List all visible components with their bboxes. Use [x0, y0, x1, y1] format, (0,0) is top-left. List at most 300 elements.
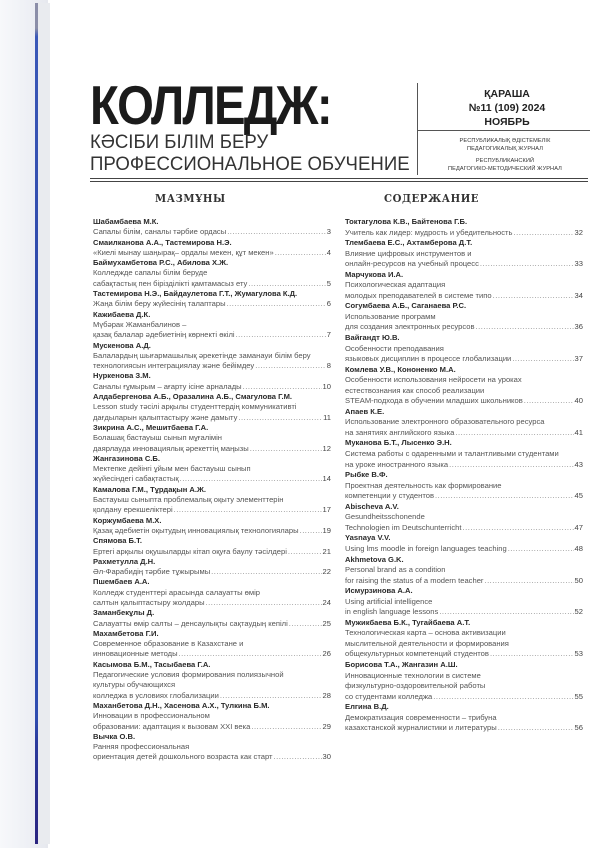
toc-entry-title-text: жүйесіндегі сабақтастық [93, 474, 179, 484]
toc-entry-title-text: Using lms moodle in foreign languages teaching [345, 543, 507, 553]
toc-page-number: 21 [322, 546, 331, 556]
toc-page-number: 6 [326, 299, 331, 309]
toc-entry-title-text: Мектепке дейінгі ұйым мен бастауыш сынып [93, 464, 251, 474]
toc-entry-author: Баймухамбетова Р.С., Абилова Х.Ж. [93, 258, 229, 268]
toc-leader-dots [449, 460, 573, 471]
toc-entry-author: Токтагулова К.В., Байтенова Г.Б. [345, 217, 468, 226]
toc-leader-dots [508, 544, 574, 555]
toc-leader-dots [435, 491, 574, 502]
toc-entry-title-text: Саналы ғұмырым – ағарту ісіне арналады [93, 381, 242, 391]
toc-leader-dots [484, 576, 573, 587]
toc-entry-author: Abischeva A.V. [345, 501, 399, 511]
toc-entry-title-text: Современное образование в Казахстане и [93, 639, 244, 649]
toc-leader-dots [490, 649, 574, 660]
toc-entry-title-line [93, 588, 331, 598]
journal-type-ru-line2: ПЕДАГОГИКО-МЕТОДИЧЕСКИЙ ЖУРНАЛ [448, 165, 562, 172]
toc-entry-author: Akhmetova G.K. [345, 554, 404, 564]
toc-page-number: 45 [574, 491, 583, 501]
toc-leader-dots [300, 526, 322, 536]
toc-entry-author: Махамбетова Г.И. [93, 628, 159, 638]
toc-page-number: 12 [322, 443, 331, 453]
toc-entry-title-text: Особенности преподавания [345, 343, 444, 353]
toc-entry-title-line [93, 433, 331, 443]
toc-page-number: 37 [574, 354, 583, 364]
toc-entry-author: Елгина В.Д. [345, 702, 389, 712]
toc-entry-author: Жангазинова С.Б. [93, 453, 160, 463]
toc-entry [93, 536, 331, 557]
toc-entry-title-text: Қазақ әдебиетін оқытудың инновациялық технологиялары [93, 525, 299, 535]
toc-entry-title-text: STEAM-подхода в обучении младших школьников [345, 396, 523, 406]
toc-entry-title-line [345, 428, 583, 439]
toc-entry-title-line [345, 322, 583, 333]
toc-entry-title-line [345, 228, 583, 239]
toc-page-number: 5 [326, 278, 331, 288]
toc-entry-title-text: Психологическая адаптация [345, 280, 446, 290]
toc-entry-title-text: for raising the status of a modern teacher [345, 575, 484, 585]
toc-leader-dots [512, 354, 573, 365]
toc-entry-author: Рыбке В.Ф. [345, 470, 388, 480]
toc-entry-author: Комлева У.В., Кононенко М.А. [345, 364, 456, 374]
toc-page-number: 11 [323, 412, 331, 422]
toc-entry-author: Исмурзинова А.А. [345, 586, 413, 596]
toc-entry-author: Вайгандт Ю.В. [345, 333, 400, 343]
issue-month-ru: НОЯБРЬ [484, 116, 530, 128]
toc-entry-author: Пшембаев А.А. [93, 577, 150, 587]
toc-entry-title-text: Влияние цифровых инструментов и [345, 248, 472, 258]
toc-page-number: 26 [322, 649, 331, 659]
toc-entry [345, 555, 583, 587]
toc-page-number: 43 [574, 459, 583, 469]
toc-entry-title-text: образовании: адаптация к вызовам XXI века [93, 721, 251, 731]
toc-entry-author: Тастемирова Н.Э., Байдаулетова Г.Т., Жумагулова К.Д. [93, 289, 298, 299]
toc-entry-title-line [93, 505, 331, 515]
toc-entry-title-line [345, 565, 583, 576]
toc-entry-title-line [345, 249, 583, 260]
toc-entry-title-text: Lesson study тәсілі арқылы студенттердің коммуникативті [93, 402, 297, 412]
toc-entry-author: Зикрина А.С., Мешитбаева Г.А. [93, 422, 209, 432]
toc-entry-title-text: Проектная деятельность как формирование [345, 480, 502, 490]
toc-entry [345, 270, 583, 302]
toc-leader-dots [273, 752, 321, 762]
toc-entry-title-text: даярлауда инновациялық әрекеттің маңызы [93, 443, 249, 453]
toc-entry-author: Коржумбаева М.Х. [93, 515, 162, 525]
toc-entry-title-text: Сапалы білім, саналы тәрбие ордасы [93, 227, 227, 237]
toc-entry-author: Касымова Б.М., Тасыбаева Г.А. [93, 659, 211, 669]
toc-entry-author: Апаев К.Е. [345, 406, 385, 416]
toc-entry-author: Борисова Т.А., Жангазин А.Ш. [345, 659, 458, 669]
toc-entry-author: Шабамбаева М.К. [93, 217, 159, 226]
toc-entry-title-line [93, 474, 331, 484]
toc-column-ru [345, 217, 583, 734]
toc-entry-title-text: Инновационные технологии в системе [345, 670, 481, 680]
toc-entry-title-line [93, 382, 331, 392]
toc-entry [345, 438, 583, 470]
toc-entry-title-line [345, 639, 583, 650]
toc-page-number: 19 [322, 525, 331, 535]
toc-entry-title-line [93, 619, 331, 629]
toc-entry-title-line [345, 375, 583, 386]
toc-entry-title-text: Система работы с одаренными и талантливыми студентами [345, 449, 559, 459]
toc-leader-dots [433, 692, 573, 703]
toc-page-number: 25 [322, 618, 331, 628]
toc-page-number: 14 [322, 474, 331, 484]
toc-page-number: 50 [574, 575, 583, 585]
toc-entry-title-text: онлайн-ресурсов на учебный процесс [345, 259, 479, 269]
toc-entry-title-text: казахстанской журналистики и литературы [345, 723, 497, 733]
toc-page-number: 10 [322, 381, 331, 391]
toc-entry-title-text: инновационные методы [93, 649, 178, 659]
toc-entry-title-line [345, 692, 583, 703]
toc-entry-title-line [93, 413, 331, 423]
toc-leader-dots [250, 444, 322, 454]
toc-heading-kz: МАЗМҰНЫ [155, 192, 226, 205]
toc-leader-dots [179, 649, 322, 659]
toc-entry-title-text: Колледжде сапалы білім беруде [93, 268, 208, 278]
toc-entry [93, 454, 331, 485]
toc-entry-author: Маханбетова Д.Н., Хасенова А.Х., Тулкина Б.М. [93, 700, 270, 710]
toc-leader-dots [514, 228, 574, 239]
toc-entry-title-line [345, 386, 583, 397]
toc-leader-dots [493, 291, 574, 302]
toc-entry-title-text: Gesundheitsschonende [345, 512, 425, 522]
toc-entry-title-text: Бастауыш сыныпта проблемалық оқыту элементтерін [93, 495, 284, 505]
toc-entry-title-line [93, 351, 331, 361]
toc-page-number: 55 [574, 691, 583, 701]
toc-entry-title-line [345, 417, 583, 428]
toc-entry [345, 333, 583, 365]
toc-leader-dots [243, 382, 322, 392]
toc-leader-dots [206, 598, 322, 608]
toc-entry-title-line [345, 544, 583, 555]
toc-page-number: 34 [574, 290, 583, 300]
toc-entry-title-text: языковых дисциплин в процессе глобализации [345, 354, 512, 364]
toc-entry-title-text: колледжа в условиях глобализации [93, 690, 219, 700]
toc-entry-title-line [93, 691, 331, 701]
toc-entry-title-text: Personal brand as a condition [345, 565, 446, 575]
toc-page-number: 32 [574, 227, 583, 237]
issue-month-kz: ҚАРАША [484, 88, 530, 100]
toc-leader-dots [463, 523, 574, 534]
issue-info [422, 84, 592, 129]
toc-entry-title-line [345, 628, 583, 639]
toc-entry-title-text: со студентами колледжа [345, 691, 433, 701]
toc-column-kz [93, 217, 331, 763]
toc-entry-title-line [93, 299, 331, 309]
toc-leader-dots [480, 259, 574, 270]
toc-entry-title-line [345, 491, 583, 502]
toc-entry-title-text: Болашақ бастауыш сынып мұғалімін [93, 433, 222, 443]
toc-entry-title-text: физкультурно-оздоровительной работы [345, 681, 486, 691]
toc-entry-title-line [345, 723, 583, 734]
toc-entry [93, 341, 331, 372]
toc-entry-title-line [93, 526, 331, 536]
toc-entry-title-line [93, 722, 331, 732]
toc-entry-title-line [345, 713, 583, 724]
toc-entry-title-text: Жаңа білім беру жүйесінің талаптары [93, 299, 226, 309]
toc-entry-title-text: салтын қалыптастыру жолдары [93, 597, 205, 607]
toc-entry [93, 485, 331, 516]
toc-page-number: 56 [574, 723, 583, 733]
toc-leader-dots [220, 691, 322, 701]
toc-entry-author: Марчукова И.А. [345, 269, 404, 279]
toc-entry-title-line [93, 361, 331, 371]
toc-entry-title-text: Учитель как лидер: мудрость и убедительность [345, 227, 513, 237]
toc-page-number: 33 [574, 259, 583, 269]
toc-entry-title-text: Использование электронного образовательного ресурса [345, 417, 545, 427]
toc-entry-title-line [93, 495, 331, 505]
toc-heading-ru: СОДЕРЖАНИЕ [384, 192, 480, 205]
toc-leader-dots [439, 607, 573, 618]
toc-entry-title-line [345, 344, 583, 355]
toc-entry-title-text: Особенности использования нейросети на уроках [345, 375, 522, 385]
toc-entry-author: Нуркенова З.М. [93, 371, 151, 381]
toc-page-number: 22 [322, 567, 331, 577]
toc-entry [345, 502, 583, 534]
toc-entry-title-line [345, 576, 583, 587]
toc-leader-dots [251, 722, 321, 732]
toc-leader-dots [227, 227, 326, 237]
toc-entry-author: Камалова Г.М., Тұрдақын А.Ж. [93, 484, 206, 494]
toc-entry-author: Кажибаева Д.К. [93, 309, 151, 319]
toc-entry [345, 238, 583, 270]
toc-entry-title-line [93, 330, 331, 340]
toc-entry [93, 371, 331, 392]
toc-entry [93, 217, 331, 238]
toc-entry-title-line [93, 279, 331, 289]
toc-entry-author: Спямова Б.Т. [93, 536, 143, 546]
toc-entry-title-line [345, 259, 583, 270]
toc-leader-dots [524, 396, 574, 407]
toc-entry-title-line [345, 312, 583, 323]
toc-page-number: 53 [574, 649, 583, 659]
journal-type-kz [420, 138, 590, 153]
toc-entry-title-line [93, 268, 331, 278]
toc-page-number: 47 [574, 522, 583, 532]
toc-entry-author: Алдабергенова А.Б., Оразалина А.Б., Смагулова Г.М. [93, 392, 293, 402]
toc-entry-title-line [345, 681, 583, 692]
toc-entry-title-line [93, 711, 331, 721]
journal-type-kz-line2: ПЕДАГОГИКАЛЫҚ ЖУРНАЛ [466, 145, 544, 152]
toc-entry-author: Согумбаева А.Б., Саганаева Р.С. [345, 301, 467, 311]
toc-entry [345, 301, 583, 333]
toc-entry-author: Заманбекұлы Д. [93, 608, 155, 618]
toc-entry [345, 702, 583, 734]
toc-entry-title-line [345, 449, 583, 460]
toc-entry-title-text: Балалардың шығармашылық әрекетінде заманауи білім беру [93, 350, 311, 360]
toc-page-number: 29 [322, 721, 331, 731]
toc-entry-title-text: сабақтастық пен бірізділікті қамтамасыз ету [93, 278, 248, 288]
toc-entry [93, 423, 331, 454]
toc-entry-title-line [345, 280, 583, 291]
toc-entry-title-line [93, 567, 331, 577]
toc-entry [345, 365, 583, 407]
toc-page-number: 24 [322, 597, 331, 607]
toc-entry [93, 701, 331, 732]
toc-entry-title-text: Инновации в профессиональном [93, 711, 210, 721]
toc-entry-title-line [93, 598, 331, 608]
toc-entry [345, 407, 583, 439]
toc-entry-title-line [345, 671, 583, 682]
toc-page-number: 28 [322, 690, 331, 700]
toc-entry-title-line [93, 227, 331, 237]
toc-entry-title-text: дағдыларын қалыптастыру және дамыту [93, 412, 238, 422]
toc-entry-title-line [93, 248, 331, 258]
masthead [90, 74, 588, 180]
toc-entry-author: Тлембаева Е.С., Ахтамберова Д.Т. [345, 238, 473, 248]
toc-page-number: 36 [574, 322, 583, 332]
toc-entry-author: Мускенова А.Д. [93, 340, 151, 350]
masthead-vertical-divider [417, 83, 418, 175]
toc-entry [345, 660, 583, 702]
toc-entry [93, 557, 331, 578]
toc-page-number: 7 [326, 330, 331, 340]
toc-entry-title-line [345, 396, 583, 407]
toc-leader-dots [211, 567, 321, 577]
toc-entry-title-line [93, 752, 331, 762]
toc-entry [345, 470, 583, 502]
journal-subtitle-ru: ПРОФЕССИОНАЛЬНОЕ ОБУЧЕНИЕ [90, 154, 410, 175]
toc-entry-title-text: компетенции у студентов [345, 491, 434, 501]
toc-entry-title-line [93, 402, 331, 412]
toc-entry-title-text: для создания электронных ресурсов [345, 322, 475, 332]
toc-entry-title-text: Педагогические условия формирования полиязычной [93, 670, 284, 680]
toc-entry-title-line [93, 649, 331, 659]
toc-entry-title-line [93, 742, 331, 752]
toc-entry-title-text: Салауатты өмір салты – денсаулықты сақтаудың кепілі [93, 618, 288, 628]
toc-leader-dots [227, 299, 326, 309]
toc-entry-title-line [345, 607, 583, 618]
toc-entry-title-text: молодых преподавателей в системе типо [345, 290, 492, 300]
journal-title: КОЛЛЕДЖ: [90, 74, 331, 136]
binding-edge-line [35, 3, 38, 844]
toc-entry-title-line [93, 670, 331, 680]
toc-entry-title-line [93, 320, 331, 330]
toc-entry-author: Рахметулла Д.Н. [93, 556, 156, 566]
toc-page-number: 52 [574, 607, 583, 617]
toc-page-number: 4 [326, 247, 331, 257]
toc-entry-title-line [345, 512, 583, 523]
toc-entry-title-text: ориентация детей дошкольного возраста как старт [93, 752, 273, 762]
toc-entry [93, 577, 331, 608]
toc-entry-title-text: қолдану ерекшеліктері [93, 505, 173, 515]
journal-subtitle-kz: КƏСІБИ БІЛІМ БЕРУ [90, 132, 269, 153]
toc-entry [93, 516, 331, 537]
toc-entry-title-text: Демократизация современности – трибуна [345, 712, 497, 722]
toc-entry-title-text: Ертегі арқылы оқушыларды кітап оқуға баулу тәсілдері [93, 546, 287, 556]
toc-leader-dots [238, 413, 322, 423]
toc-entry-title-text: технологиясын интеграциялау және бейімдеу [93, 361, 255, 371]
toc-entry [93, 392, 331, 423]
toc-entry-title-text: Использование программ [345, 311, 436, 321]
toc-page-number: 8 [326, 361, 331, 371]
toc-leader-dots [236, 330, 326, 340]
toc-entry-title-line [93, 639, 331, 649]
toc-entry [345, 217, 583, 238]
toc-entry-title-text: естествознания как способ реализации [345, 385, 485, 395]
toc-entry-title-text: қазақ балалар әдебиетінің көрнекті өкілі [93, 330, 235, 340]
toc-entry-title-text: Мүбәрак Жаманбалинов – [93, 319, 187, 329]
toc-entry [93, 238, 331, 259]
toc-page-number: 48 [574, 543, 583, 553]
toc-entry-title-text: Әл-Фарабидің тәрбие тұжырымы [93, 567, 211, 577]
toc-entry-title-text: Using artificial intelligence [345, 596, 433, 606]
toc-entry-title-text: Технологическая карта – основа активизации [345, 628, 506, 638]
toc-page-number: 41 [574, 427, 583, 437]
toc-entry [93, 289, 331, 310]
toc-leader-dots [174, 505, 322, 515]
toc-entry-title-line [345, 481, 583, 492]
toc-entry [93, 258, 331, 289]
toc-leader-dots [289, 619, 322, 629]
toc-leader-dots [498, 723, 574, 734]
toc-entry-title-text: Ранняя профессиональная [93, 742, 190, 752]
toc-entry-author: Мужикбаева Б.К., Тугайбаева А.Т. [345, 617, 471, 627]
toc-entry-title-line [93, 680, 331, 690]
toc-entry-title-text: мыслительной деятельности и формирования [345, 638, 509, 648]
toc-entry-title-text: на уроке иностранного языка [345, 459, 449, 469]
toc-leader-dots [476, 322, 574, 333]
toc-entry-author: Смаилканова А.А., Тастемирова Н.Э. [93, 237, 232, 247]
toc-entry [93, 629, 331, 660]
toc-entry-author: Муканова Б.Т., Лысенко Э.Н. [345, 438, 452, 448]
binding-shadow [38, 3, 50, 844]
toc-page-number: 30 [322, 752, 331, 762]
toc-leader-dots [248, 279, 325, 289]
toc-entry-title-line [345, 597, 583, 608]
toc-entry [345, 618, 583, 660]
toc-entry-author: Yasnaya V.V. [345, 533, 391, 543]
toc-page-number: 40 [574, 396, 583, 406]
issue-number: №11 (109) 2024 [468, 102, 546, 114]
toc-entry-author: Вычка О.В. [93, 731, 136, 741]
issue-divider [418, 130, 590, 131]
toc-entry [93, 732, 331, 763]
toc-entry [93, 608, 331, 629]
header-rule-bottom [90, 181, 588, 182]
toc-entry-title-line [93, 464, 331, 474]
toc-entry [345, 586, 583, 618]
toc-leader-dots [455, 428, 573, 439]
toc-entry-title-text: на занятиях английского языка [345, 427, 455, 437]
toc-entry-title-text: Колледж студенттері арасында салауатты өмір [93, 587, 261, 597]
toc-entry-title-text: «Киелі мынау шаңырақ– ордалы мекен, құт мекен» [93, 247, 274, 257]
toc-leader-dots [180, 474, 322, 484]
toc-entry-title-text: Technologien im Deutschunterricht [345, 522, 462, 532]
toc-entry-title-text: общекультурных компетенций студентов [345, 649, 489, 659]
toc-entry [93, 310, 331, 341]
toc-entry-title-line [93, 444, 331, 454]
toc-entry-title-line [345, 354, 583, 365]
header-rule-top [90, 178, 588, 179]
toc-entry [93, 660, 331, 701]
toc-entry-title-text: in english language lessons [345, 607, 439, 617]
toc-leader-dots [255, 361, 326, 371]
toc-leader-dots [288, 547, 322, 557]
journal-type-ru-line1: РЕСПУБЛИКАНСКИЙ [475, 158, 535, 164]
toc-page-number: 3 [326, 227, 331, 237]
toc-entry-title-line [345, 291, 583, 302]
toc-entry-title-line [93, 547, 331, 557]
toc-entry-title-line [345, 649, 583, 660]
toc-entry-title-line [345, 460, 583, 471]
toc-entry [345, 533, 583, 554]
toc-entry-title-text: культуры обучающихся [93, 680, 176, 690]
journal-type-ru [420, 158, 590, 173]
toc-page-number: 17 [322, 505, 331, 515]
toc-entry-title-line [345, 523, 583, 534]
journal-type-kz-line1: РЕСПУБЛИКАЛЫҚ ƏДІСТЕМЕЛІК [459, 138, 551, 144]
toc-leader-dots [275, 248, 326, 258]
